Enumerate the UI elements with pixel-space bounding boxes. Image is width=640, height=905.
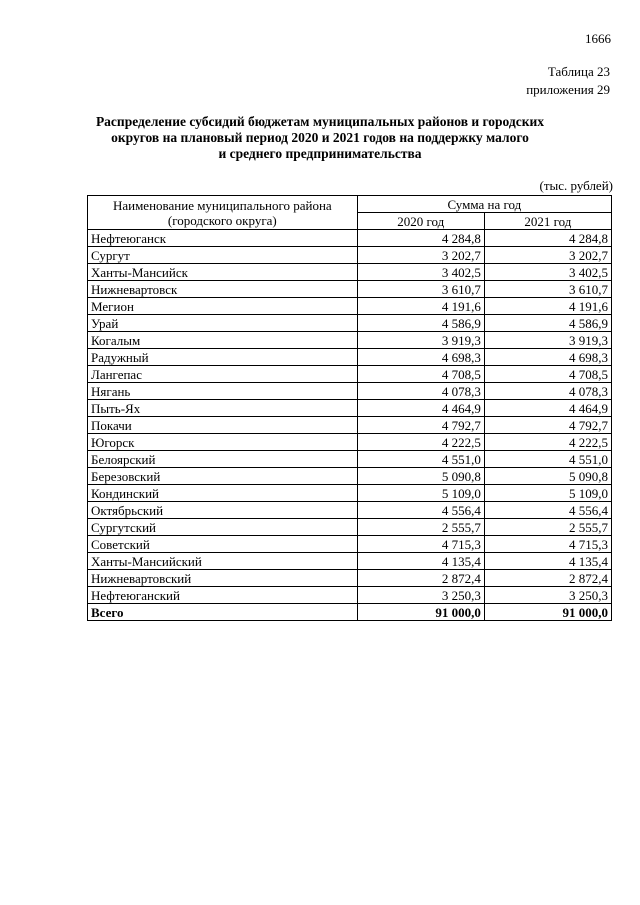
row-value-2020: 4 464,9 — [357, 400, 484, 417]
table-row — [88, 366, 612, 383]
row-value-2020: 4 792,7 — [357, 417, 484, 434]
header-name-line: Наименование муниципального района — [112, 197, 332, 213]
row-name: Покачи — [88, 417, 358, 434]
row-name: Советский — [88, 536, 358, 553]
header-name-line: (городского округа) — [167, 212, 277, 228]
table-row — [88, 315, 612, 332]
total-row — [88, 604, 612, 621]
table-reference — [526, 63, 610, 99]
row-name: Белоярский — [88, 451, 358, 468]
row-value-2020: 4 551,0 — [357, 451, 484, 468]
row-name: Ханты-Мансийск — [88, 264, 358, 281]
row-value-2021: 2 872,4 — [484, 570, 611, 587]
row-name: Нижневартовский — [88, 570, 358, 587]
row-value-2021: 4 464,9 — [484, 400, 611, 417]
table-row — [88, 417, 612, 434]
document-title — [90, 114, 550, 162]
appendix-reference: приложения 29 — [526, 82, 610, 97]
row-name: Мегион — [88, 298, 358, 315]
table-row — [88, 451, 612, 468]
row-value-2021: 5 090,8 — [484, 468, 611, 485]
units-note: (тыс. рублей) — [539, 178, 613, 193]
row-name: Сургутский — [88, 519, 358, 536]
row-value-2021: 4 708,5 — [484, 366, 611, 383]
row-name: Октябрьский — [88, 502, 358, 519]
title-line: и среднего предпринимательства — [218, 146, 422, 161]
table-row — [88, 502, 612, 519]
table-row — [88, 570, 612, 587]
table-row — [88, 264, 612, 281]
header-year-2020: 2020 год — [357, 213, 484, 230]
table-row — [88, 281, 612, 298]
title-line: Распределение субсидий бюджетам муниципальных районов и городских — [95, 114, 545, 129]
title-line: округов на плановый период 2020 и 2021 годов на поддержку малого — [111, 130, 529, 145]
row-value-2020: 2 555,7 — [357, 519, 484, 536]
table-row — [88, 247, 612, 264]
row-value-2021: 4 191,6 — [484, 298, 611, 315]
row-value-2020: 3 402,5 — [357, 264, 484, 281]
row-value-2020: 4 715,3 — [357, 536, 484, 553]
table-number: Таблица 23 — [547, 64, 610, 79]
row-value-2020: 3 919,3 — [357, 332, 484, 349]
row-name: Урай — [88, 315, 358, 332]
row-value-2020: 4 078,3 — [357, 383, 484, 400]
row-value-2021: 4 135,4 — [484, 553, 611, 570]
table-row — [88, 400, 612, 417]
table-row — [88, 553, 612, 570]
row-value-2021: 4 715,3 — [484, 536, 611, 553]
row-value-2020: 5 109,0 — [357, 485, 484, 502]
row-value-2021: 4 551,0 — [484, 451, 611, 468]
table-row — [88, 298, 612, 315]
row-name: Югорск — [88, 434, 358, 451]
row-value-2021: 3 250,3 — [484, 587, 611, 604]
table-row — [88, 230, 612, 247]
row-name: Нефтеюганск — [88, 230, 358, 247]
row-value-2021: 4 792,7 — [484, 417, 611, 434]
row-value-2020: 4 135,4 — [357, 553, 484, 570]
row-value-2021: 4 284,8 — [484, 230, 611, 247]
row-value-2020: 4 708,5 — [357, 366, 484, 383]
table-row — [88, 383, 612, 400]
row-value-2020: 3 202,7 — [357, 247, 484, 264]
row-name: Сургут — [88, 247, 358, 264]
row-value-2021: 4 556,4 — [484, 502, 611, 519]
header-sum: Сумма на год — [357, 196, 611, 213]
row-value-2021: 4 698,3 — [484, 349, 611, 366]
row-value-2020: 4 586,9 — [357, 315, 484, 332]
row-value-2020: 3 610,7 — [357, 281, 484, 298]
row-value-2020: 3 250,3 — [357, 587, 484, 604]
row-name: Кондинский — [88, 485, 358, 502]
row-name: Нягань — [88, 383, 358, 400]
table-row — [88, 536, 612, 553]
row-name: Радужный — [88, 349, 358, 366]
row-name: Нижневартовск — [88, 281, 358, 298]
table-row — [88, 519, 612, 536]
row-value-2021: 3 919,3 — [484, 332, 611, 349]
row-value-2021: 5 109,0 — [484, 485, 611, 502]
total-2021: 91 000,0 — [484, 604, 611, 621]
row-name: Нефтеюганский — [88, 587, 358, 604]
header-year-2021: 2021 год — [484, 213, 611, 230]
row-value-2020: 4 556,4 — [357, 502, 484, 519]
row-value-2021: 3 610,7 — [484, 281, 611, 298]
row-value-2021: 3 402,5 — [484, 264, 611, 281]
row-value-2020: 4 222,5 — [357, 434, 484, 451]
row-value-2020: 2 872,4 — [357, 570, 484, 587]
total-label: Всего — [88, 604, 358, 621]
row-name: Лангепас — [88, 366, 358, 383]
row-name: Когалым — [88, 332, 358, 349]
subsidy-table — [87, 195, 612, 621]
table-row — [88, 485, 612, 502]
row-value-2021: 2 555,7 — [484, 519, 611, 536]
table-row — [88, 349, 612, 366]
row-value-2020: 4 284,8 — [357, 230, 484, 247]
row-value-2020: 4 698,3 — [357, 349, 484, 366]
header-name — [88, 196, 358, 230]
row-value-2021: 3 202,7 — [484, 247, 611, 264]
table-row — [88, 332, 612, 349]
table-body — [88, 230, 612, 604]
row-name: Березовский — [88, 468, 358, 485]
table-row — [88, 434, 612, 451]
table-row — [88, 587, 612, 604]
total-2020: 91 000,0 — [357, 604, 484, 621]
row-name: Ханты-Мансийский — [88, 553, 358, 570]
table-row — [88, 468, 612, 485]
row-name: Пыть-Ях — [88, 400, 358, 417]
row-value-2021: 4 586,9 — [484, 315, 611, 332]
row-value-2021: 4 078,3 — [484, 383, 611, 400]
row-value-2020: 4 191,6 — [357, 298, 484, 315]
row-value-2021: 4 222,5 — [484, 434, 611, 451]
page-number: 1666 — [585, 31, 611, 46]
row-value-2020: 5 090,8 — [357, 468, 484, 485]
